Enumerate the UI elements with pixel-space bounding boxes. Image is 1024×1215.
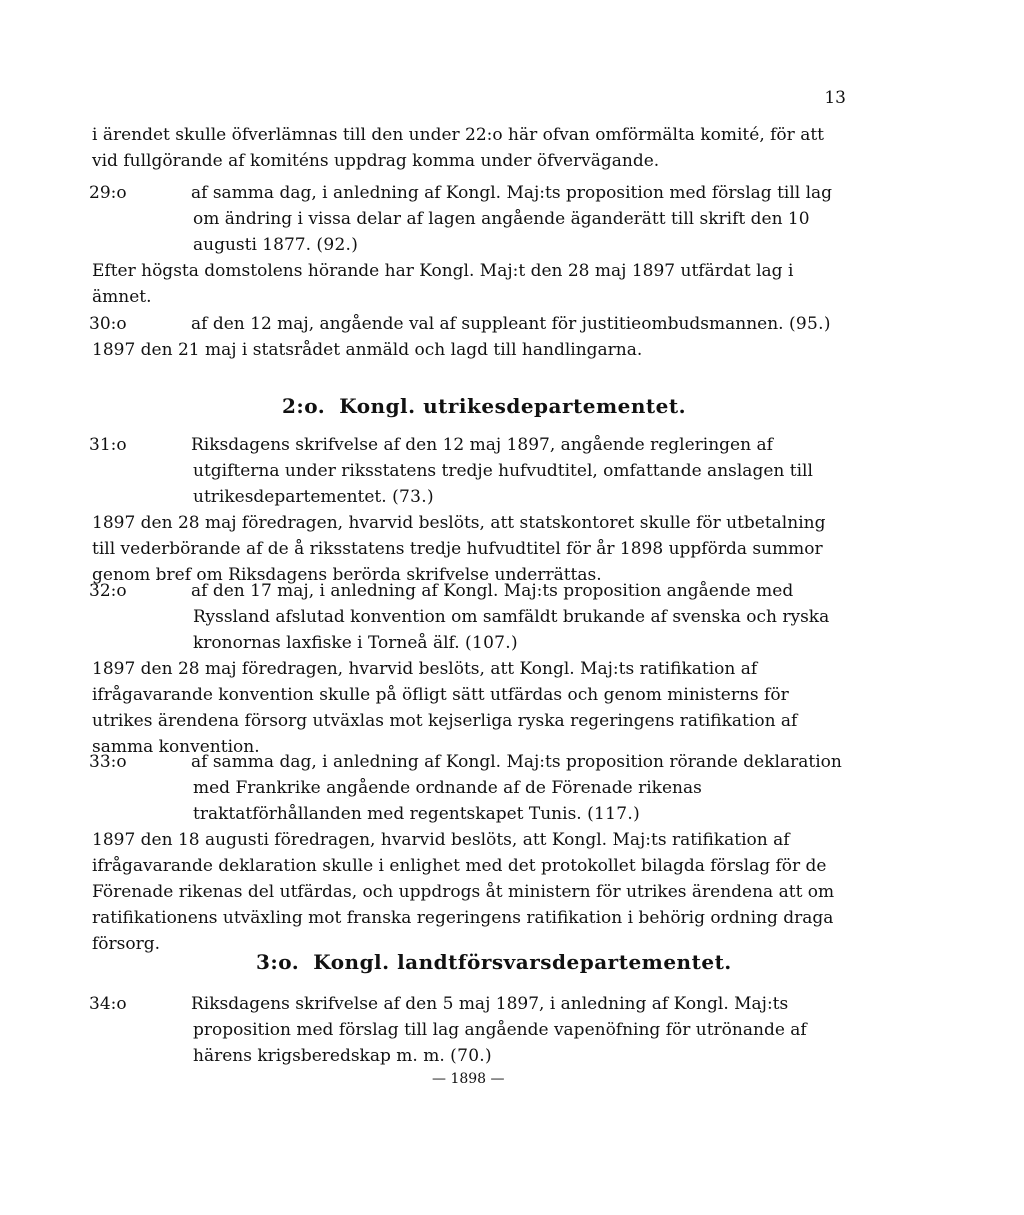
entry-text (89, 432, 844, 510)
entry-number: 34:o (89, 994, 127, 1014)
entry-number: 31:o (89, 435, 127, 455)
entry-number: 30:o (89, 314, 127, 334)
section-heading (282, 394, 686, 418)
entry-body: af den 12 maj, angående val af suppleant för justitieombudsmannen. (191, 314, 784, 334)
entry-body: Riksdagens skrifvelse af den 5 maj 1897, i anledning af Kongl. Maj:ts proposition med förslag till lag angående vapenöfning för utrönande af härens krigsberedskap m. m. (191, 994, 807, 1066)
entry-decision: 1897 den 28 maj föredragen, hvarvid beslöts, att Kongl. Maj:ts ratifikation af ifrågavarande konvention skulle på öfligt sätt utfärdas och genom ministerns för utrikes ärendena försorg utväxlas mot kejserliga ryska regeringens ratifikation af samma konvention. (92, 659, 798, 757)
entry-body: Riksdagens skrifvelse af den 12 maj 1897, angående regleringen af utgifterna under riksstatens tredje hufvudtitel, omfattande anslagen till utrikesdepartementet. (191, 435, 813, 507)
entry-text (89, 311, 844, 337)
entry-ref: (117.) (587, 804, 641, 824)
entry-ref: (70.) (450, 1046, 492, 1066)
entry-ref: (107.) (465, 633, 518, 653)
entry-number: 32:o (89, 581, 127, 601)
page-number: 13 (824, 88, 846, 108)
entry-decision: 1897 den 21 maj i statsrådet anmäld och lagd till handlingarna. (92, 340, 643, 360)
intro-paragraph (92, 122, 844, 174)
intro-line: i ärendet skulle öfverlämnas till den under 22:o här ofvan omförmälta komité, för att (92, 125, 824, 145)
entry-ref: (92.) (316, 235, 359, 255)
entry-number: 33:o (89, 752, 127, 772)
entry-text (89, 991, 844, 1069)
section-label: 2:o. (282, 394, 326, 418)
entry-ref: (95.) (788, 314, 831, 334)
entry-decision: Efter högsta domstolens hörande har Kongl. Maj:t den 28 maj 1897 utfärdat lag i ämnet. (92, 261, 794, 307)
entry-33 (89, 749, 844, 957)
entry-ref: (73.) (392, 487, 434, 507)
entry-decision: 1897 den 18 augusti föredragen, hvarvid beslöts, att Kongl. Maj:ts ratifikation af ifrågavarande deklaration skulle i enlighet med det protokollet bilagda förslag för de Förenade rikenas del utfärdas, och uppdrogs åt ministern för utrikes ärendena att om ratifikationens utväxling mot franska regeringens ratifikation i behörig ordning draga försorg. (92, 830, 835, 954)
entry-body: af samma dag, i anledning af Kongl. Maj:ts proposition rörande deklaration med Frankrike angående ordnande af de Förenade rikenas traktatförhållanden med regentskapet Tunis. (191, 752, 842, 824)
entry-body: af samma dag, i anledning af Kongl. Maj:ts proposition med förslag till lag om ändring i vissa delar af lagen angående äganderätt till skrift den 10 augusti 1877. (191, 183, 833, 255)
section-title: Kongl. utrikesdepartementet. (339, 394, 687, 418)
entry-number: 29:o (89, 183, 127, 203)
intro-line: vid fullgörande af komiténs uppdrag komma under öfvervägande. (92, 151, 660, 171)
section-label: 3:o. (256, 950, 300, 974)
entry-decision: 1897 den 28 maj föredragen, hvarvid beslöts, att statskontoret skulle för utbetalning till vederbörande af de å riksstatens tredje hufvudtitel för år 1898 uppförda summor genom bref om Riksdagens berörda skrifvelse underrättas. (92, 513, 826, 585)
section-heading (256, 950, 732, 974)
entry-31 (89, 432, 844, 588)
entry-32 (89, 578, 844, 760)
page-footer: — 1898 — (432, 1071, 505, 1087)
entry-34 (89, 991, 844, 1069)
entry-29 (89, 180, 844, 310)
entry-30 (89, 311, 844, 363)
section-title: Kongl. landtförsvarsdepartementet. (313, 950, 732, 974)
entry-body: af den 17 maj, i anledning af Kongl. Maj:ts proposition angående med Ryssland afslutad konvention om samfäldt brukande af svenska och ryska kronornas laxfiske i Torneå älf. (191, 581, 830, 653)
entry-text (89, 749, 844, 827)
entry-text (89, 180, 844, 258)
entry-text (89, 578, 844, 656)
